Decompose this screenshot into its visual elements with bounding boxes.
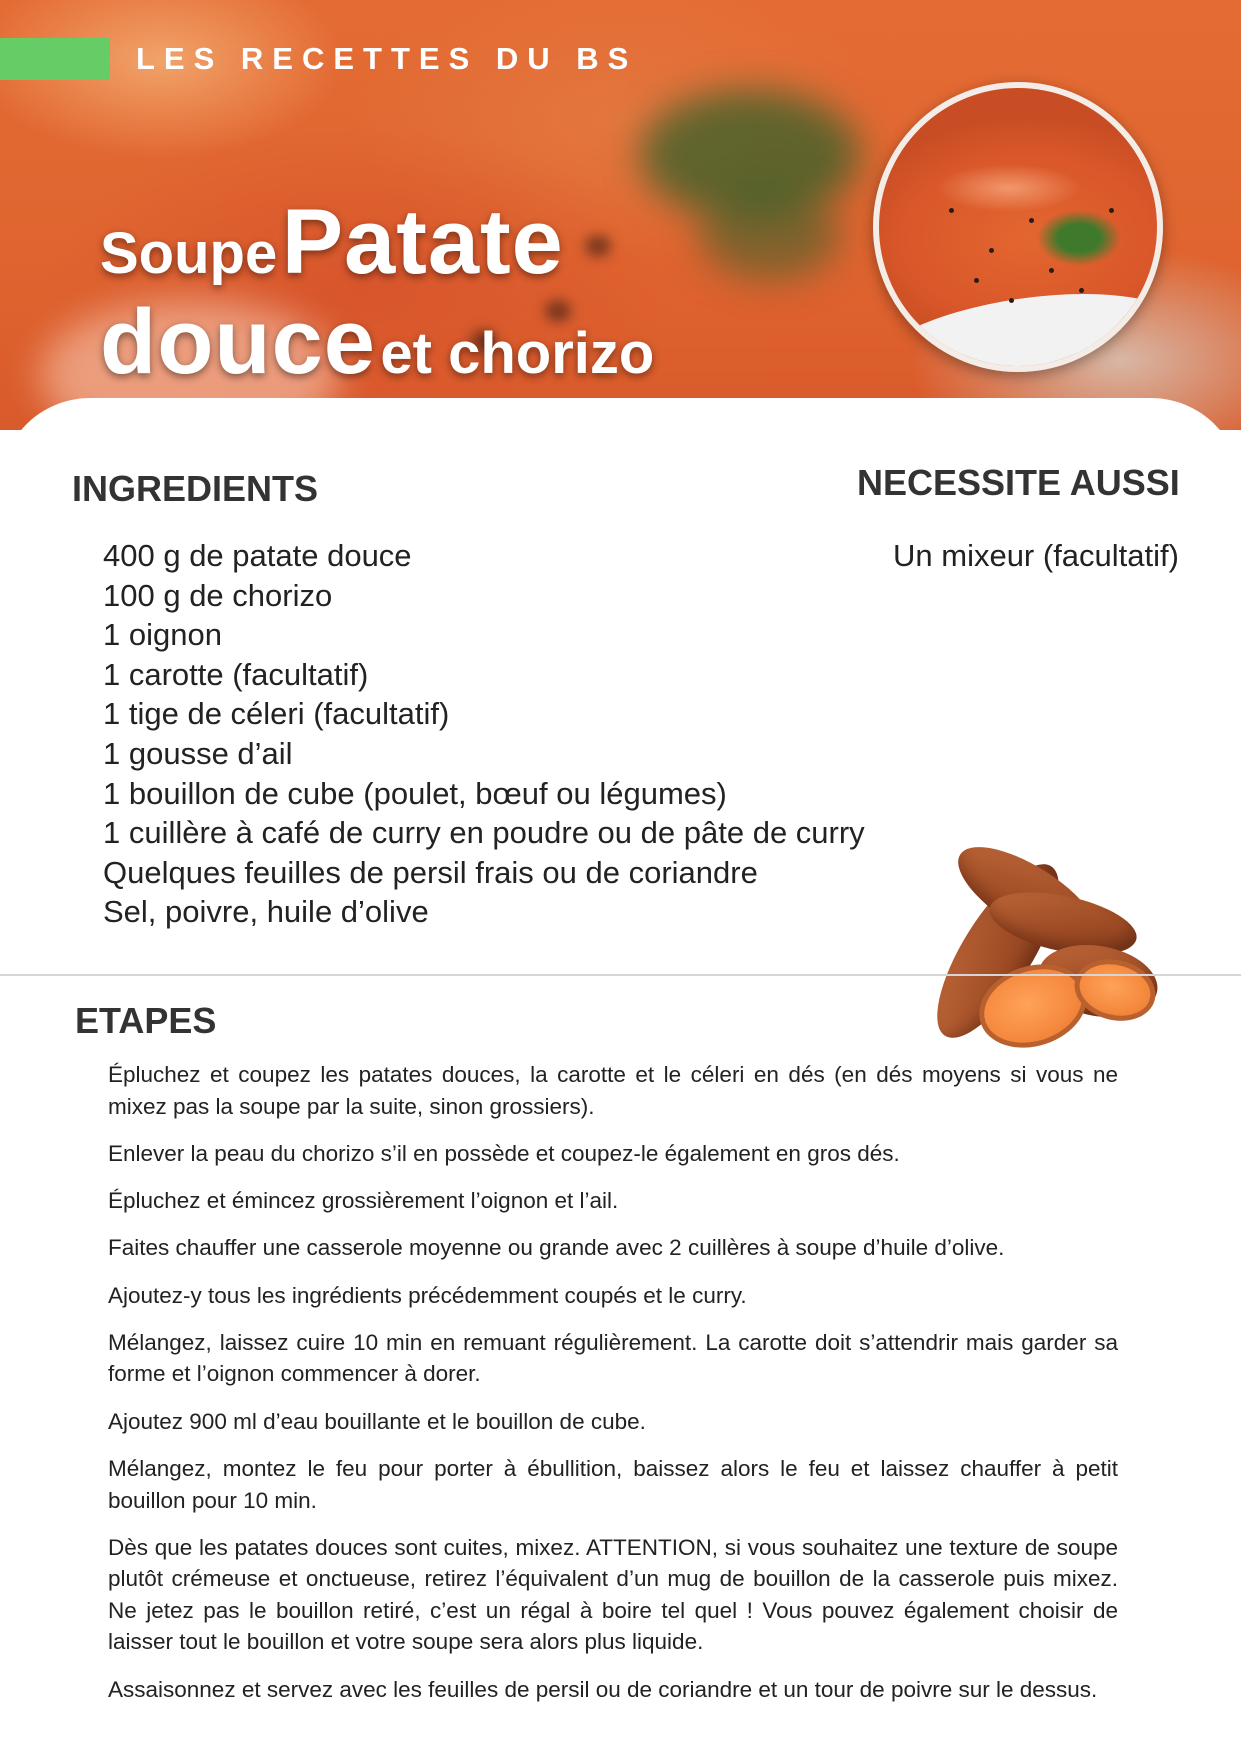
step-item: Mélangez, laissez cuire 10 min en remuant régulièrement. La carotte doit s’attendrir mais garder sa forme et l’oignon commencer à dorer. (108, 1329, 1118, 1387)
ingredient-item: Sel, poivre, huile d’olive (103, 894, 429, 930)
steps-list (108, 1059, 1118, 1721)
ingredient-item: 100 g de chorizo (103, 577, 333, 613)
title-word: et chorizo (380, 321, 655, 386)
step-item: Faites chauffer une casserole moyenne ou grande avec 2 cuillères à soupe d’huile d’olive. (108, 1235, 1005, 1261)
ingredient-item: 1 bouillon de cube (poulet, bœuf ou légumes) (103, 775, 727, 811)
blurred-parsley (700, 190, 840, 280)
step-item: Enlever la peau du chorizo s’il en possède et coupez-le également en gros dés. (108, 1140, 900, 1166)
necessite-item: Un mixeur (facultatif) (893, 538, 1179, 573)
ingredients-list (103, 536, 865, 932)
step-item: Épluchez et coupez les patates douces, la carotte et le céleri en dés (en dés moyens si vous ne mixez pas la soupe par la suite, sinon grossiers). (108, 1062, 1118, 1119)
brand-accent-bar (0, 38, 110, 80)
ingredients-heading: INGREDIENTS (72, 468, 319, 509)
pepper-dot (949, 208, 954, 213)
necessite-heading: NECESSITE AUSSI (857, 462, 1180, 503)
section-divider (0, 974, 1241, 976)
ingredient-item: 1 gousse d’ail (103, 735, 293, 771)
etapes-heading: ETAPES (75, 1000, 217, 1041)
pepper-dot (1109, 208, 1114, 213)
pepper-dot (1079, 288, 1084, 293)
ingredient-item: Quelques feuilles de persil frais ou de coriandre (103, 854, 758, 890)
ingredient-item: 1 oignon (103, 617, 222, 653)
pepper-dot (1029, 218, 1034, 223)
recipe-title (100, 190, 655, 393)
pepper-dot (1009, 298, 1014, 303)
step-item: Ajoutez-y tous les ingrédients précédemment coupés et le curry. (108, 1282, 747, 1308)
title-word: Patate (281, 191, 564, 293)
step-item: Dès que les patates douces sont cuites, mixez. ATTENTION, si vous souhaitez une texture de soupe plutôt crémeuse et onctueuse, retirez l’équivalent d’un mug de bouillon de la casserole puis mixez. Ne jetez pas le bouillon retiré, c’est un régal à boire tel quel ! Vous pouvez également choisir de laisser tout le bouillon et votre soupe sera alors plus liquide. (108, 1534, 1118, 1655)
step-item: Assaisonnez et servez avec les feuilles de persil ou de coriandre et un tour de poivre sur le dessus. (108, 1676, 1098, 1702)
ingredient-item: 1 carotte (facultatif) (103, 656, 369, 692)
ingredient-item: 400 g de patate douce (103, 538, 412, 573)
pepper-dot (974, 278, 979, 283)
title-word: douce (100, 291, 376, 393)
step-item: Mélangez, montez le feu pour porter à ébullition, baissez alors le feu et laissez chauffer à petit bouillon pour 10 min. (108, 1456, 1118, 1513)
ingredient-item: 1 tige de céleri (facultatif) (103, 696, 450, 732)
title-word: Soupe (100, 221, 278, 286)
header-banner (0, 0, 1241, 430)
bowl-rim (873, 275, 1163, 372)
sweet-potatoes-photo (878, 856, 1168, 1056)
soup-bowl-photo (873, 82, 1163, 372)
step-item: Ajoutez 900 ml d’eau bouillante et le bouillon de cube. (108, 1408, 646, 1434)
ingredient-item: 1 cuillère à café de curry en poudre ou de pâte de curry (103, 815, 865, 851)
pepper-dot (1049, 268, 1054, 273)
step-item: Épluchez et émincez grossièrement l’oignon et l’ail. (108, 1188, 619, 1214)
brand-label: LES RECETTES DU BS (136, 41, 638, 76)
pepper-dot (989, 248, 994, 253)
